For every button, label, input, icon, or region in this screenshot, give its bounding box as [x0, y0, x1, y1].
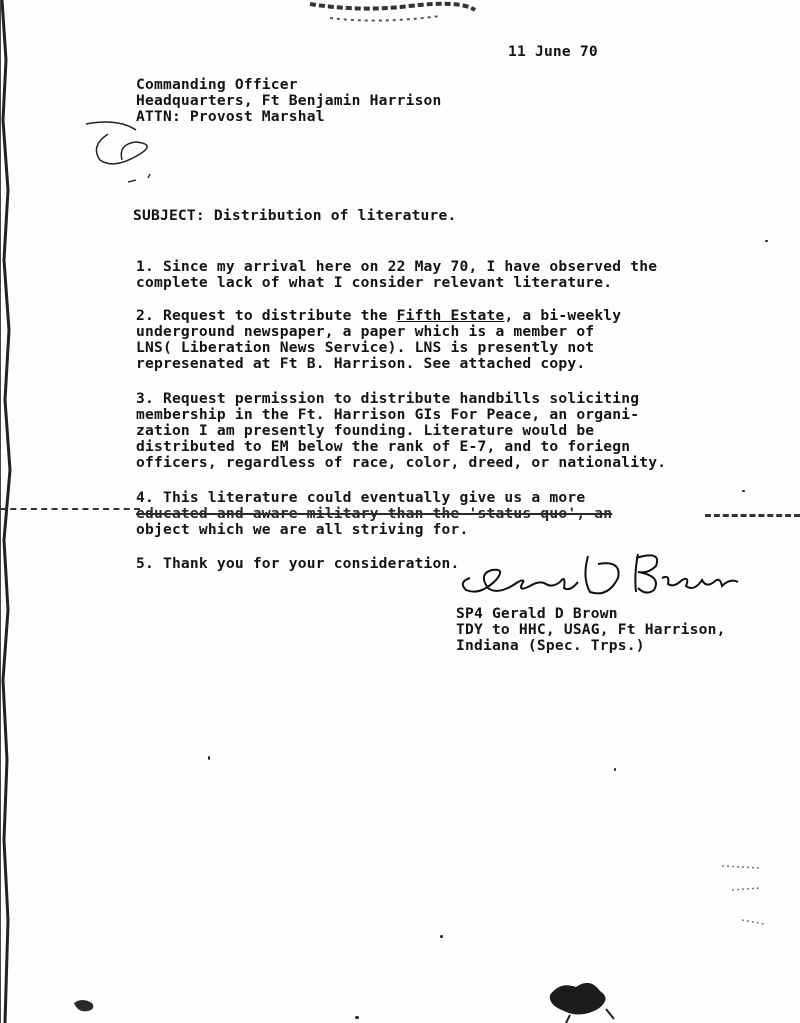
- para4-line-1: 4. This literature could eventually give us a more: [136, 489, 586, 506]
- bottom-smudge: [540, 975, 620, 1023]
- corner-smudge: [70, 995, 100, 1015]
- para5-line: 5. Thank you for your consideration.: [136, 555, 460, 572]
- para3-line-3: zation I am presently founding. Literature would be: [136, 422, 595, 439]
- scan-speck: [765, 240, 768, 242]
- para4-line-3: object which we are all striving for.: [136, 521, 469, 538]
- signature-block-line-1: SP4 Gerald D Brown: [456, 605, 618, 622]
- scan-speck: [440, 935, 443, 938]
- para1-line-2: complete lack of what I consider relevant literature.: [136, 274, 613, 291]
- scan-speck: [355, 1016, 359, 1019]
- para2-line-4: represenated at Ft B. Harrison. See attached copy.: [136, 355, 586, 372]
- scan-speck: [742, 490, 745, 492]
- para3-line-4: distributed to EM below the rank of E-7, and to foriegn: [136, 438, 631, 455]
- signature-block-line-2: TDY to HHC, USAG, Ft Harrison,: [456, 621, 726, 638]
- addressee-line-2: Headquarters, Ft Benjamin Harrison: [136, 92, 442, 109]
- para2-line-1-post: , a bi-weekly: [504, 307, 622, 324]
- scan-speck: [614, 768, 616, 771]
- scan-line-artifact-left: [0, 508, 140, 514]
- signature-block-line-3: Indiana (Spec. Trps.): [456, 637, 645, 654]
- para3-line-5: officers, regardless of race, color, dreed, or nationality.: [136, 454, 667, 471]
- para3-line-1: 3. Request permission to distribute handbills soliciting: [136, 390, 640, 407]
- para4-line-2-struck: educated and aware military than the 'status quo', an: [136, 505, 613, 522]
- para1-line-1: 1. Since my arrival here on 22 May 70, I have observed the: [136, 258, 658, 275]
- addressee-line-3: ATTN: Provost Marshal: [136, 108, 325, 125]
- handwritten-signature: [448, 548, 748, 608]
- newspaper-title: Fifth Estate: [396, 307, 505, 324]
- top-smudge: [300, 0, 480, 30]
- addressee-line-1: Commanding Officer: [136, 76, 298, 93]
- right-edge-marks: [712, 860, 772, 940]
- para2-line-1: [136, 308, 621, 324]
- scan-speck: [208, 756, 210, 760]
- para2-line-3: LNS( Liberation News Service). LNS is presently not: [136, 339, 595, 356]
- para3-line-2: membership in the Ft. Harrison GIs For Peace, an organi-: [136, 406, 640, 423]
- letter-date: 11 June 70: [508, 43, 598, 60]
- handwritten-mark: [78, 116, 168, 196]
- para2-line-1-pre: 2. Request to distribute the: [136, 307, 397, 324]
- scan-line-artifact-right: [705, 514, 800, 521]
- para2-line-2: underground newspaper, a paper which is a member of: [136, 323, 595, 340]
- subject-line: SUBJECT: Distribution of literature.: [133, 207, 457, 224]
